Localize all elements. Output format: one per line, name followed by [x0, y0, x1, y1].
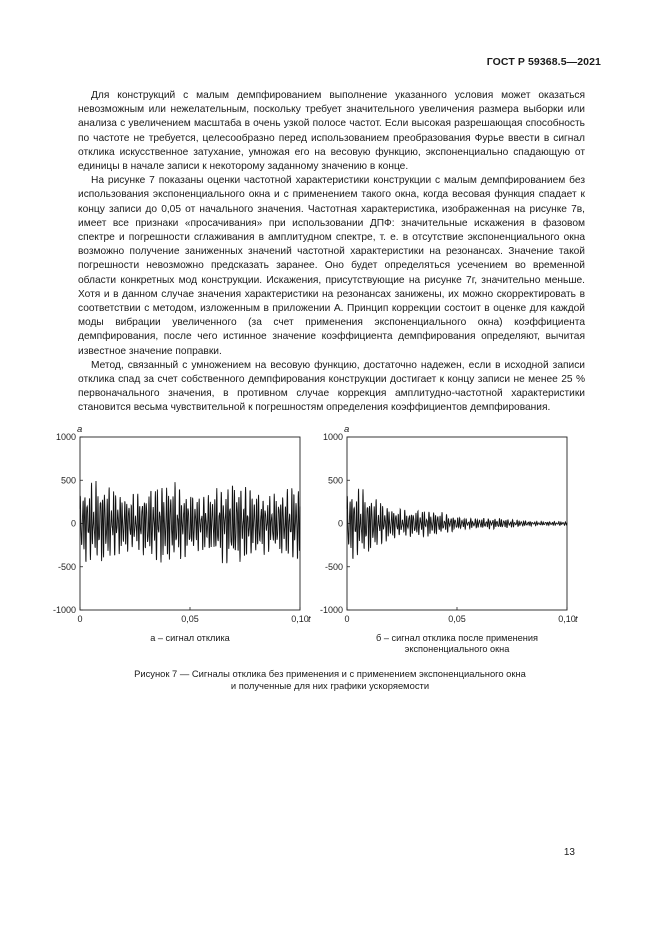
chart-b-y-tick-label: -500	[324, 561, 343, 572]
document-header: ГОСТ Р 59368.5—2021	[486, 56, 601, 68]
chart-b-y-tick-label: -1000	[319, 605, 343, 615]
chart-b-x-tick-label: 0	[344, 614, 350, 624]
chart-a-y-axis-label: a	[77, 424, 83, 435]
chart-windowed-signal	[307, 420, 577, 635]
chart-a-signal-line	[80, 481, 300, 563]
chart-b-signal-line	[347, 489, 567, 559]
chart-a-y-tick-label: 500	[60, 475, 76, 486]
chart-b-caption	[348, 633, 566, 655]
chart-a-x-tick-label: 0,05	[181, 614, 199, 624]
chart-a-x-axis-label: t	[308, 614, 311, 625]
chart-b-y-tick-label: 0	[337, 518, 343, 529]
paragraph-2: На рисунке 7 показаны оценки частотной характеристики конструкции с малым демпфированием без использования экспоненциального окна и с применением такого окна, когда весовая функция спадает к концу записи до 0,05 от начального значения. Частотная характеристика, изображенная на рисунке 7в, имеет все признаки «просачивания» при использовании ДПФ: значительные искажения в фазовом спектре и погрешности сглаживания в амплитудном спектре, т. е. в отсутствие экспоненциального окна возможно получение заниженных значений частотной характеристики на резонансах. Значение такой погрешности невозможно предсказать заранее. Оно будет определяться усечением во временной области конкретных мод конструкции. Искажения, присутствующие на рисунке 7г, значительно меньше. Хотя и в данном случае значения характеристики на резонансах занижены, их можно скорректировать в соответствии с методом, изложенным в приложении А. Принцип коррекции состоит в оценке для каждой моды вибрации увеличенного (за счет применения экспоненциального окна) коэффициента демпфирования, после чего истинное значение коэффициента демпфирования определяют, вычитая известное значение поправки.	[78, 175, 585, 357]
chart-a-y-tick-label: 1000	[55, 432, 76, 442]
chart-b-caption-text: б – сигнал отклика после применения экспоненциального окна	[376, 633, 538, 654]
paragraph-1: Для конструкций с малым демпфированием выполнение указанного условия может оказаться невозможным или нежелательным, поскольку требует значительного увеличения размера выборки или анализа с увеличением масштаба в очень узкой полосе частот. Если высокая разрешающая способность по частоте не требуется, целесообразно перед использованием преобразования Фурье ввести в сигнал отклика искусственное затухание, умножая его на весовую функцию, экспоненциально спадающую от единицы в начале записи к некоторому заданному значению в конце.	[78, 90, 585, 173]
chart-a-x-tick-label: 0	[77, 614, 83, 624]
chart-a-caption: а – сигнал отклика	[150, 633, 230, 643]
chart-b-x-axis-label: t	[575, 614, 578, 625]
chart-response-signal	[40, 420, 310, 635]
figure-caption-line-1: Рисунок 7 — Сигналы отклика без применения и с применением экспоненциального окна	[134, 668, 526, 679]
chart-b-y-axis-label: a	[344, 424, 350, 435]
paragraph-3: Метод, связанный с умножением на весовую функцию, достаточно надежен, если в исходной записи отклика спад за счет собственного демпфирования конструкции достигает к концу записи не менее 25 % первоначального значения, в противном случае коррекция амплитудно-частотной характеристики становится весьма чувствительной к погрешностям определения коэффициентов демпфирования.	[78, 359, 585, 414]
chart-a-x-tick-label: 0,10	[291, 614, 309, 624]
chart-b-y-tick-label: 500	[327, 475, 343, 486]
chart-a-y-tick-label: -500	[57, 561, 76, 572]
chart-b-x-tick-label: 0,10	[558, 614, 576, 624]
body-text	[78, 89, 585, 416]
chart-b-y-tick-label: 1000	[322, 432, 343, 442]
page-number: 13	[563, 847, 575, 858]
chart-b-x-tick-label: 0,05	[448, 614, 466, 624]
chart-a-y-tick-label: -1000	[52, 605, 76, 615]
figure-caption	[80, 668, 580, 692]
figure-caption-line-2: и полученные для них графики ускоряемости	[230, 680, 430, 691]
chart-a-y-tick-label: 0	[70, 518, 76, 529]
